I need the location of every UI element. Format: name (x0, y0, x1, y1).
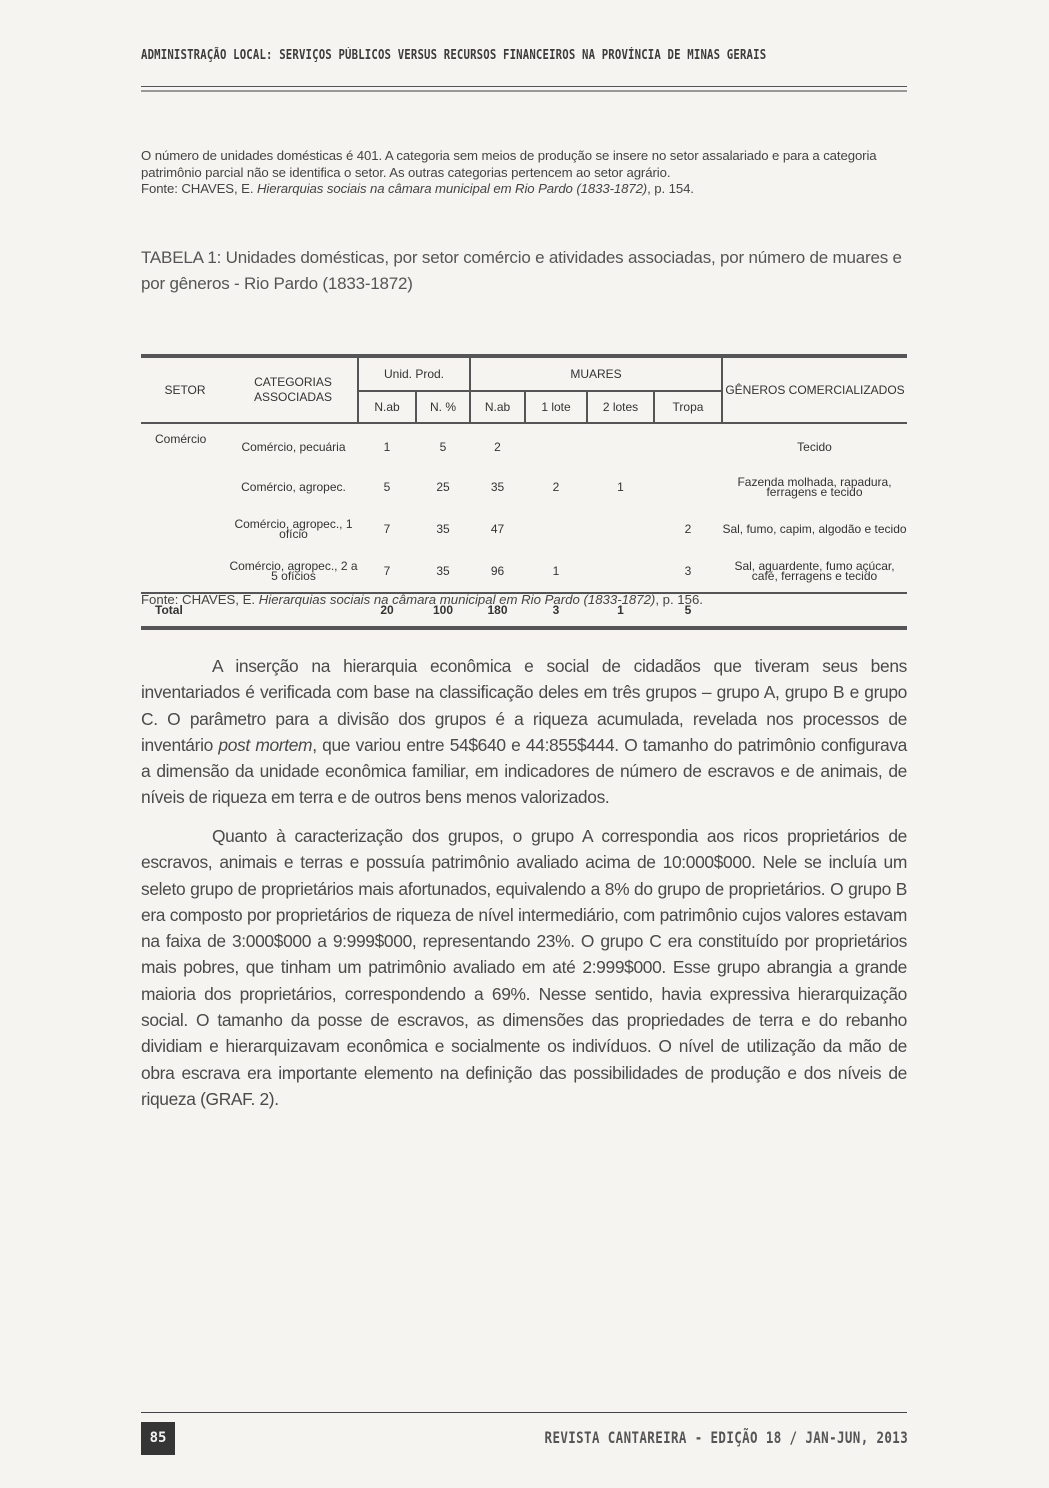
cell-up-pct: 35 (436, 522, 450, 536)
cell-1-lote (525, 423, 587, 466)
cell-generos: Fazenda molhada, rapadura, ferragens e tecido (737, 475, 892, 499)
cell-setor (141, 466, 229, 508)
cell-tropa: 2 (684, 522, 692, 536)
cell-setor (141, 508, 229, 550)
cell-mu-nab: 96 (470, 550, 525, 593)
cell-up-nab: 7 (358, 550, 416, 593)
cell-total-2-lotes: 1 (617, 603, 624, 617)
body-paragraph-1 (141, 653, 907, 811)
cell-total-1-lote: 3 (552, 603, 560, 617)
cell-total-tropa: 5 (684, 603, 692, 617)
cell-2-lotes: 1 (617, 480, 624, 494)
cell-up-nab: 7 (383, 522, 391, 536)
header-tropa: Tropa (654, 391, 722, 423)
header-rule-double (141, 90, 907, 92)
cell-2-lotes (587, 423, 654, 466)
table-caption: TABELA 1: Unidades domésticas, por setor comércio e atividades associadas, por número de muares e por gêneros - Rio Pardo (1833-1872) (141, 248, 902, 293)
header-2-lotes: 2 lotes (587, 391, 654, 423)
cell-2-lotes (587, 508, 654, 550)
table-row (141, 508, 907, 550)
cell-1-lote: 1 (525, 550, 587, 593)
cell-tropa: 3 (654, 550, 722, 593)
table-row (141, 423, 907, 466)
running-header (141, 48, 907, 64)
cell-up-nab: 1 (383, 440, 391, 454)
p1-text-b: , que variou entre 54$640 e 44:855$444. O tamanho do patrimônio configurava a dimensão da unidade econômica familiar, em indicadores de número de escravos e de animais, de níveis de riqueza em terra e de outros bens menos valorizados. (141, 734, 907, 808)
page-number: 85 (141, 1422, 175, 1455)
table-row (141, 466, 907, 508)
header-setor: SETOR (141, 356, 229, 423)
note-source-title: Hierarquias sociais na câmara municipal em Rio Pardo (1833-1872) (256, 181, 648, 196)
cell-up-pct: 25 (436, 480, 450, 494)
cell-tropa (654, 423, 722, 466)
data-table (141, 354, 907, 630)
header-1-lote: 1 lote (525, 391, 587, 423)
cell-total-mu-nab: 180 (487, 603, 508, 617)
header-categorias: CATEGORIAS ASSOCIADAS (229, 356, 358, 423)
cell-total-up-pct: 100 (432, 603, 454, 617)
note-text: O número de unidades domésticas é 401. A categoria sem meios de produção se insere no setor assalariado e para a categoria patrimônio parcial não se identifica o setor. As outras categorias pertencem ao setor agrário. (141, 148, 877, 180)
source-title: Hierarquias sociais na câmara municipal em Rio Pardo (1833-1872) (258, 592, 656, 607)
cell-mu-nab: 2 (494, 440, 501, 454)
cell-categoria: Comércio, agropec. (241, 480, 346, 494)
note-source-prefix: Fonte: CHAVES, E. (141, 181, 257, 196)
cell-mu-nab: 35 (490, 480, 505, 494)
cell-generos: Sal, fumo, capim, algodão e tecido (722, 522, 907, 536)
body-paragraph-2 (141, 823, 907, 1112)
cell-tropa (654, 466, 722, 508)
cell-categoria: Comércio, agropec., 1 ofício (234, 517, 353, 541)
note-source-suffix: , p. 154. (647, 181, 694, 196)
header-muares: MUARES (470, 356, 722, 391)
cell-total-up-nab: 20 (380, 603, 394, 617)
cell-2-lotes (587, 550, 654, 593)
table-source (141, 592, 909, 607)
cell-setor: Comércio (155, 432, 207, 446)
cell-categoria: Comércio, agropec., 2 a 5 ofícios (229, 550, 358, 593)
cell-up-pct: 35 (416, 550, 470, 593)
cell-total-label: Total (155, 603, 183, 617)
journal-footer: REVISTA CANTAREIRA - EDIÇÃO 18 / JAN-JUN, 2013 (544, 1428, 908, 1447)
header-rule (141, 86, 907, 87)
cell-generos: Tecido (797, 440, 832, 454)
cell-1-lote (525, 508, 587, 550)
header-mu-nab: N.ab (470, 391, 525, 423)
p1-italic: post mortem (218, 734, 313, 755)
header-unid-prod: Unid. Prod. (358, 356, 470, 391)
table-row (141, 550, 907, 593)
table-note (141, 148, 909, 198)
footer-rule (141, 1412, 907, 1413)
header-title: ADMINISTRAÇÃO LOCAL: SERVIÇOS PÚBLICOS VERSUS RECURSOS FINANCEIROS NA PROVÍNCIA DE MINAS GERAIS (141, 48, 767, 63)
cell-up-nab: 5 (383, 480, 391, 494)
cell-1-lote: 2 (552, 480, 560, 494)
cell-generos: Sal, aguardente, fumo açúcar, café, ferragens e tecido (722, 550, 907, 593)
cell-categoria: Comércio, pecuária (241, 440, 346, 454)
header-up-nab: N.ab (358, 391, 416, 423)
p1-text-a: A inserção na hierarquia econômica e social de cidadãos que tiveram seus bens inventariados é verificada com base na classificação deles em três grupos – grupo A, grupo B e grupo C. O parâmetro para a divisão dos grupos é a riqueza acumulada, revelada nos processos de inventário (141, 656, 907, 755)
cell-mu-nab: 47 (490, 522, 505, 536)
source-suffix: , p. 156. (655, 592, 703, 607)
header-generos: GÊNEROS COMERCIALIZADOS (722, 356, 907, 423)
source-prefix: Fonte: CHAVES, E. (141, 592, 259, 607)
cell-setor (141, 550, 229, 593)
cell-up-pct: 5 (439, 440, 447, 454)
header-up-pct: N. % (416, 391, 470, 423)
p2-text: Quanto à caracterização dos grupos, o grupo A correspondia aos ricos proprietários de escravos, animais e terras e possuía patrimônio avaliado acima de 10:000$000. Nele se incluía um seleto grupo de proprietários mais afortunados, equivalendo a 8% do grupo de proprietários. O grupo B era composto por proprietários de riqueza de nível intermediário, com patrimônio cujos valores estavam na faixa de 3:000$000 a 9:999$000, representando 23%. O grupo C era constituído por proprietários mais pobres, que tinham um patrimônio avaliado em até 2:999$000. Esse grupo abrangia a grande maioria dos proprietários, correspondendo a 69%. Nesse sentido, havia expressiva hierarquização social. O tamanho da posse de escravos, as dimensões das propriedades de terra e do rebanho dividiam e hierarquizavam econômica e socialmente os indivíduos. O nível de utilização da mão de obra escrava era importante elemento na definição das possibilidades de produção e dos níveis de riqueza (GRAF. 2). (141, 826, 907, 1109)
